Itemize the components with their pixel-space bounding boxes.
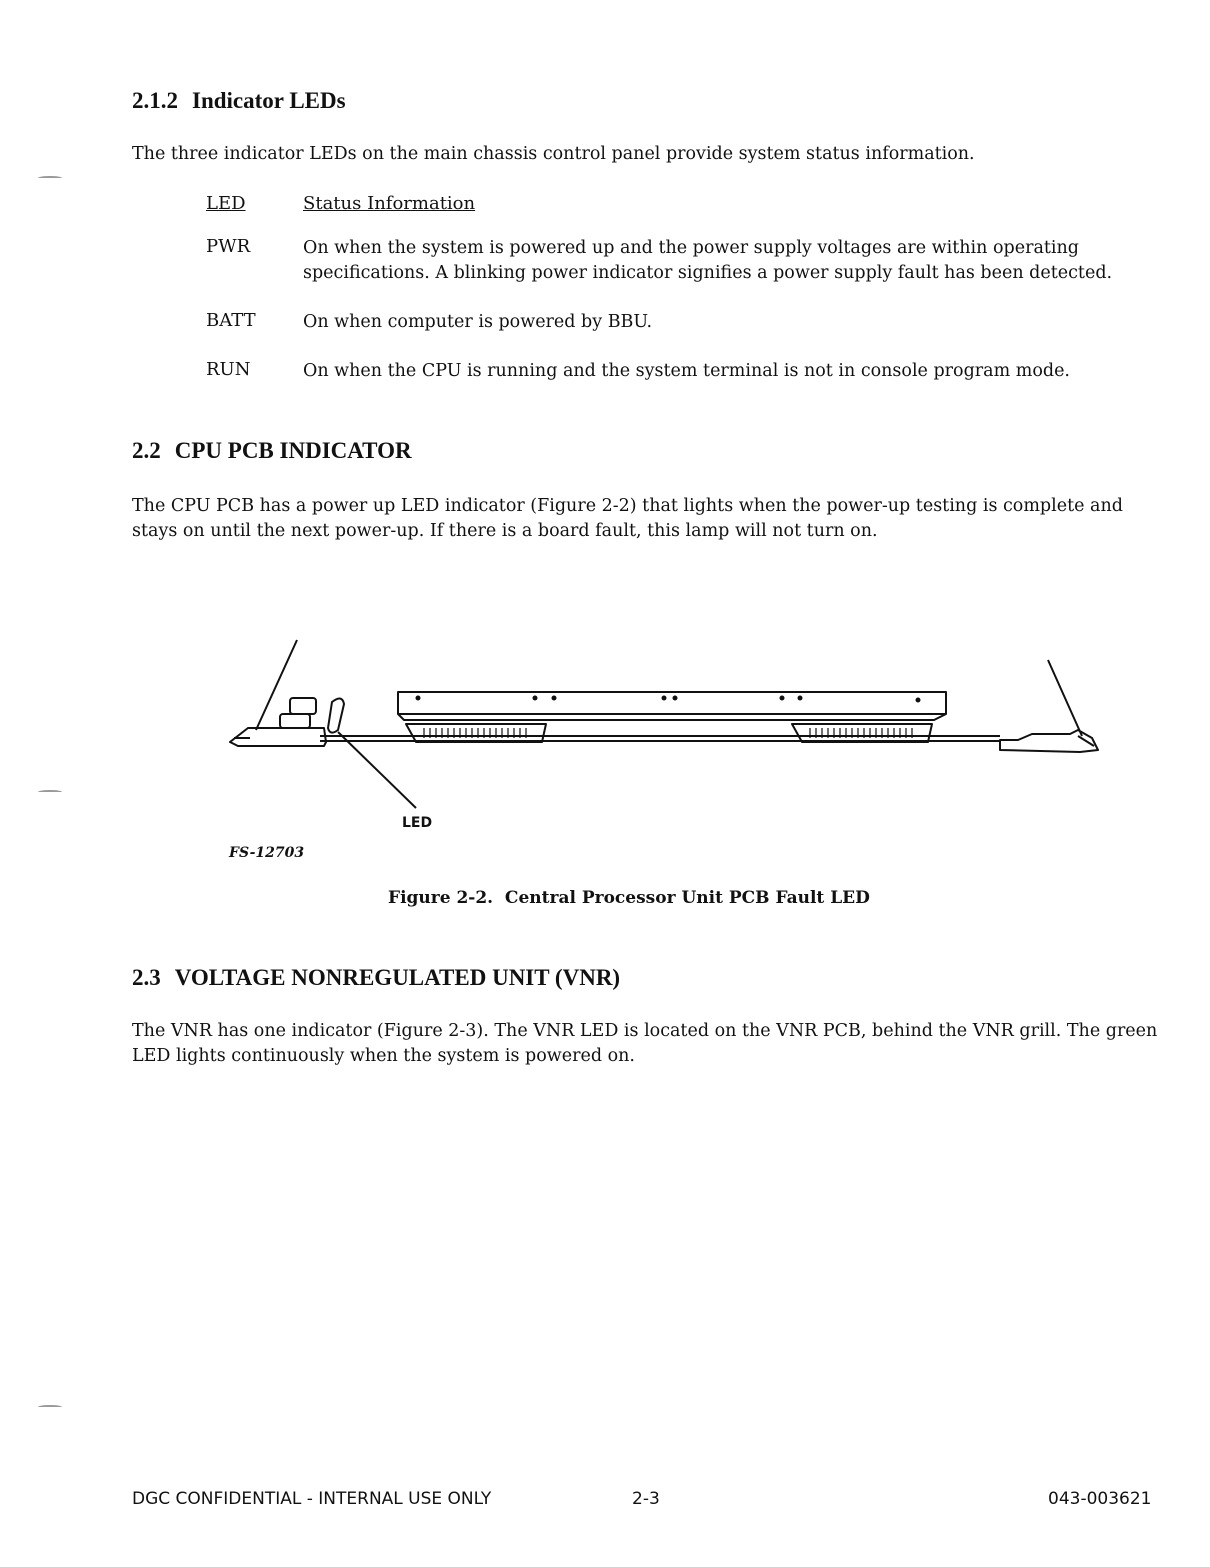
rail-hole <box>416 696 421 701</box>
led-leader-line <box>338 732 416 808</box>
section-212-intro: The three indicator LEDs on the main chassis control panel provide system status information. <box>132 144 975 164</box>
margin-mark-top <box>38 176 62 180</box>
led-part <box>328 698 344 732</box>
section-22-number: 2.2 <box>132 438 161 463</box>
section-23-number: 2.3 <box>132 965 161 990</box>
left-leader-line <box>256 640 297 730</box>
rail-hole <box>662 696 667 701</box>
rail-hole <box>916 698 921 703</box>
led-status-batt: On when computer is powered by BBU. <box>303 312 653 332</box>
figure-code: FS-12703 <box>229 845 305 861</box>
led-status-pwr: On when the system is powered up and the power supply voltages are within operating specifications. A blinking power indicator signifies a power supply fault has been detected. <box>303 238 1113 283</box>
rail-hole <box>673 696 678 701</box>
footer-page-number: 2-3 <box>632 1489 660 1509</box>
margin-mark-middle <box>38 790 62 794</box>
section-212-title: Indicator LEDs <box>192 88 346 113</box>
led-status-run: On when the CPU is running and the system terminal is not in console program mode. <box>303 361 1070 381</box>
right-ejector <box>1000 730 1098 752</box>
component-lower <box>280 714 310 728</box>
rail-hole <box>552 696 557 701</box>
led-name-run: RUN <box>206 359 251 380</box>
section-212-number: 2.1.2 <box>132 88 178 113</box>
status-column-header: Status Information <box>303 193 476 214</box>
section-22-heading <box>132 438 412 464</box>
section-22-title: CPU PCB INDICATOR <box>174 438 412 463</box>
section-212-heading <box>132 88 346 114</box>
rail-hole <box>780 696 785 701</box>
led-column-header: LED <box>206 193 246 214</box>
component-upper <box>290 698 316 714</box>
led-name-batt: BATT <box>206 310 256 331</box>
connector-rail <box>398 692 946 720</box>
section-22-body: The CPU PCB has a power up LED indicator (Figure 2-2) that lights when the power-up testing is complete and stays on until the next power-up. If there is a board fault, this lamp will not turn on. <box>132 496 1123 541</box>
right-connector <box>792 724 932 742</box>
figure-caption: Figure 2-2. Central Processor Unit PCB Fault LED <box>388 888 870 908</box>
footer-doc-number: 043-003621 <box>1048 1489 1152 1509</box>
footer-confidential: DGC CONFIDENTIAL - INTERNAL USE ONLY <box>132 1489 492 1509</box>
section-23-body: The VNR has one indicator (Figure 2-3). The VNR LED is located on the VNR PCB, behind the VNR grill. The green LED lights continuously when the system is powered on. <box>132 1021 1158 1066</box>
section-23-heading <box>132 965 620 991</box>
figure-led-label: LED <box>402 815 433 831</box>
left-connector <box>406 724 546 742</box>
rail-hole <box>533 696 538 701</box>
margin-mark-bottom <box>38 1405 62 1409</box>
rail-hole <box>798 696 803 701</box>
led-name-pwr: PWR <box>206 236 251 257</box>
section-23-title: VOLTAGE NONREGULATED UNIT (VNR) <box>174 965 621 990</box>
cpu-pcb-figure <box>220 630 1110 820</box>
right-leader-line <box>1048 660 1082 736</box>
